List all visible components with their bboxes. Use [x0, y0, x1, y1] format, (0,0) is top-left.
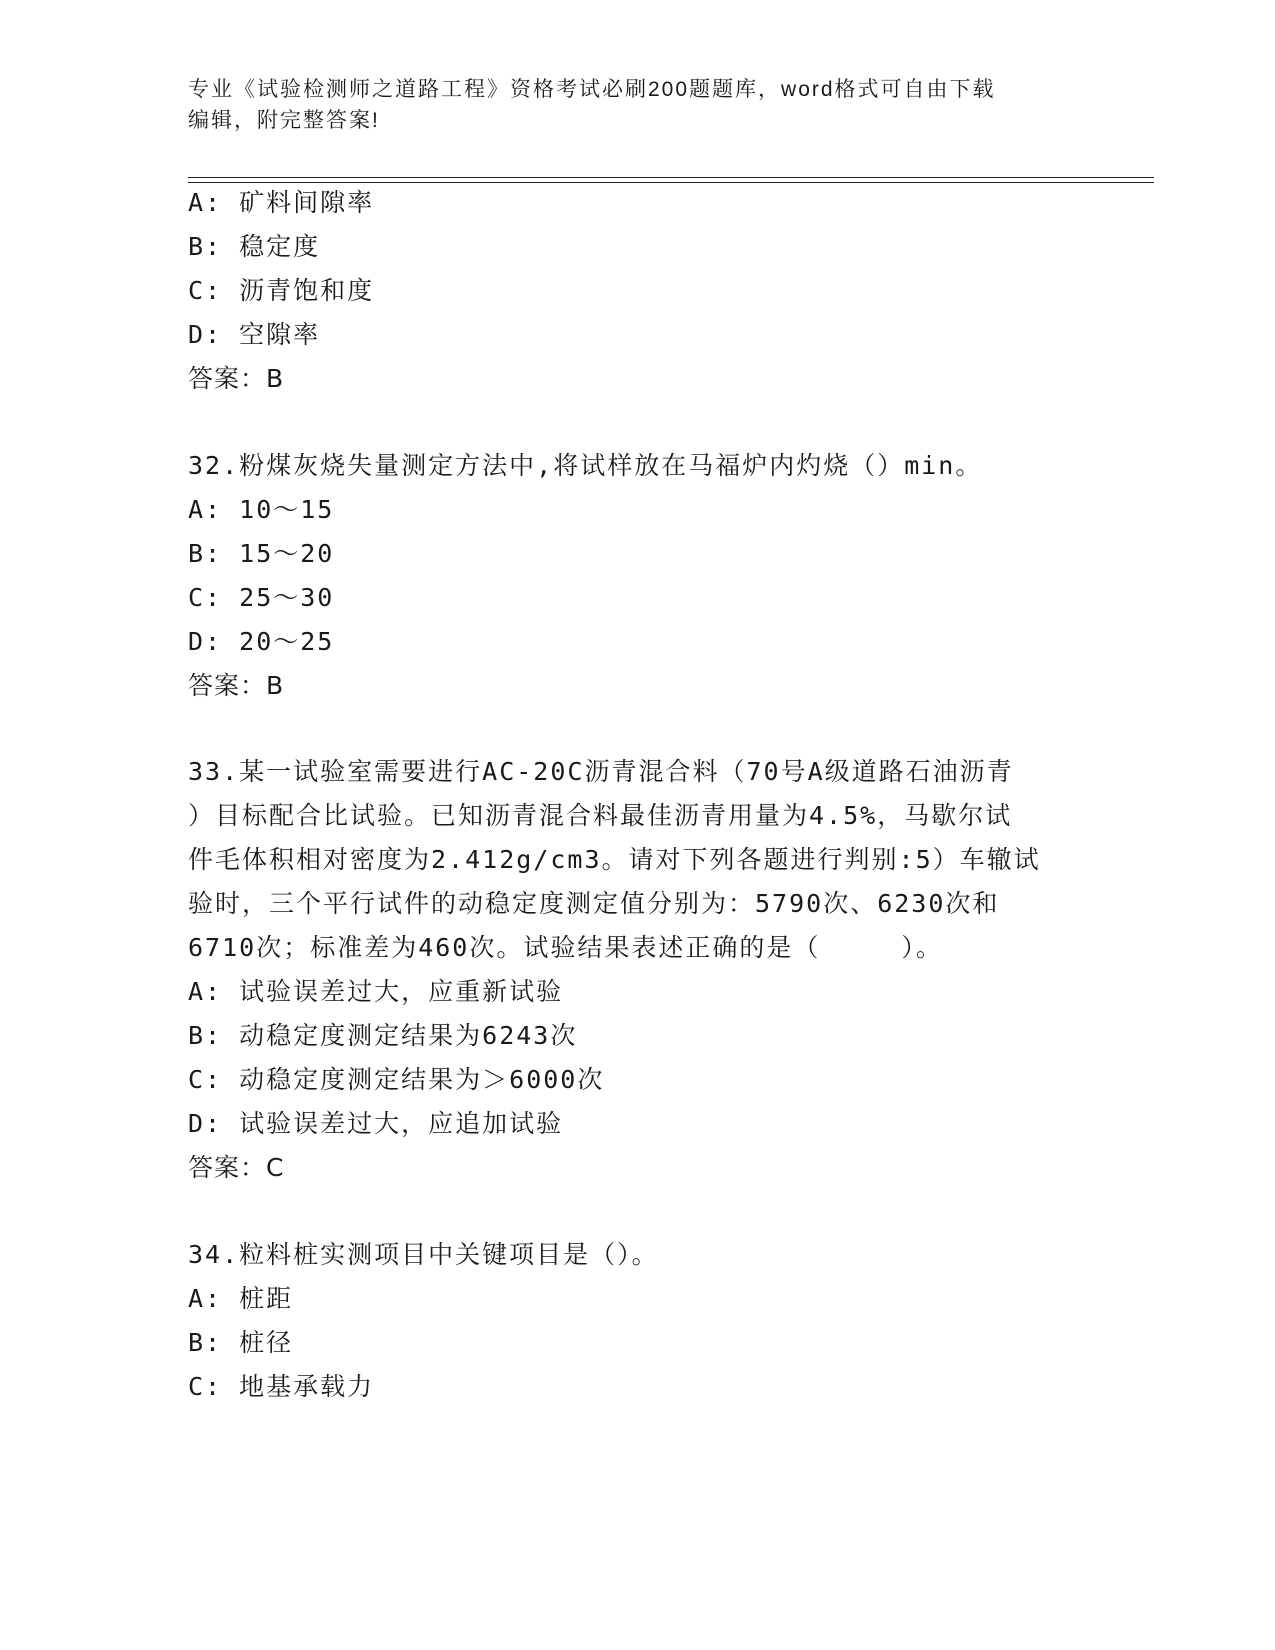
q31-option-c: C: 沥青饱和度: [188, 276, 375, 305]
q31-option-d: D: 空隙率: [188, 320, 321, 349]
q31-option-a: A: 矿料间隙率: [188, 188, 375, 217]
q33-option-d: D: 试验误差过大，应追加试验: [188, 1109, 564, 1138]
q34-option-b: B: 桩径: [188, 1328, 294, 1357]
header-divider-bottom: [188, 182, 1154, 183]
q31-option-b: B: 稳定度: [188, 232, 321, 261]
q32-answer: 答案：B: [188, 671, 285, 700]
q33-option-a: A: 试验误差过大，应重新试验: [188, 977, 564, 1006]
q32-option-b: B: 15～20: [188, 539, 335, 568]
document-header: [188, 74, 1068, 136]
q33-stem-line-3: 件毛体积相对密度为2.412g/cm3。请对下列各题进行判别:5）车辙试: [188, 845, 1041, 874]
header-line-1: 专业《试验检测师之道路工程》资格考试必刷200题题库，word格式可自由下载: [188, 78, 996, 101]
q34-option-c: C: 地基承载力: [188, 1372, 375, 1401]
q33-option-b: B: 动稳定度测定结果为6243次: [188, 1021, 578, 1050]
q33-stem-line-5: 6710次；标准差为460次。试验结果表述正确的是（ ）。: [188, 933, 943, 962]
q33-stem-line-2: ）目标配合比试验。已知沥青混合料最佳沥青用量为4.5%，马歇尔试: [188, 801, 1013, 830]
q33-option-c: C: 动稳定度测定结果为＞6000次: [188, 1065, 605, 1094]
header-line-2: 编辑，附完整答案!: [188, 109, 380, 132]
q33-stem-line-1: 33.某一试验室需要进行AC-20C沥青混合料（70号A级道路石油沥青: [188, 757, 1014, 786]
q32-option-c: C: 25～30: [188, 583, 335, 612]
q32-option-d: D: 20～25: [188, 627, 335, 656]
header-divider-top: [188, 177, 1154, 178]
q34-stem: 34.粒料桩实测项目中关键项目是（）。: [188, 1240, 659, 1269]
q34-option-a: A: 桩距: [188, 1284, 294, 1313]
q33-stem-line-4: 验时，三个平行试件的动稳定度测定值分别为：5790次、6230次和: [188, 889, 1000, 918]
q33-answer: 答案：C: [188, 1153, 285, 1182]
q32-option-a: A: 10～15: [188, 495, 335, 524]
q32-stem: 32.粉煤灰烧失量测定方法中,将试样放在马福炉内灼烧（）min。: [188, 451, 983, 480]
q31-answer: 答案：B: [188, 364, 285, 393]
